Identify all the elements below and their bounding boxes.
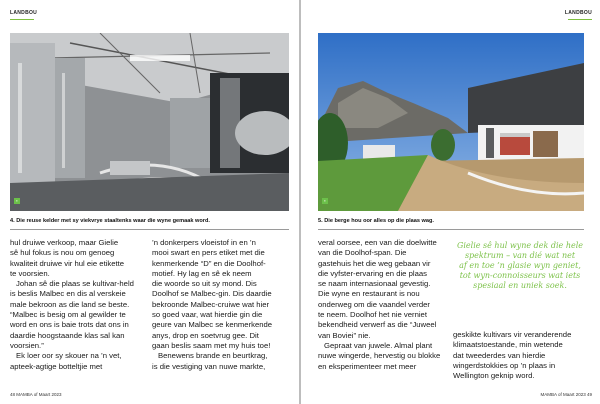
text-line: Doolhof se Malbec-gin. Dis daardie [152, 289, 272, 299]
text-line: en eksperimenteer met meer [318, 361, 417, 371]
text-line: Die wyne en restaurant is nou [318, 289, 420, 299]
text-line: male bekroon as die land se beste. [10, 299, 130, 309]
folio-right: MAMBA of Maart 2023 49 [540, 392, 592, 397]
text-line: gastehuis het die weg gebaan vir [318, 258, 431, 268]
text-line: Benewens brande en beurtkrag, [158, 351, 268, 361]
text-line: onderweg om die vaandel verder [318, 299, 430, 309]
pull-quote-line: Gielie sê hul wyne dek die hele [456, 241, 584, 250]
right-page [301, 0, 600, 404]
section-tag-bar-left [10, 19, 34, 20]
text-line: apteek-agtige botteltjie met [10, 361, 103, 371]
text-line: sê hul fokus is nou om genoeg [10, 248, 115, 258]
text-line: nuwe wingerde, hervestig ou blokke [318, 351, 441, 361]
right-column-1 [318, 238, 440, 372]
text-line: Wellington geknip word. [453, 371, 535, 381]
text-line: mooi swart en pers etiket met die [152, 248, 265, 258]
text-line: Gepraat van juwele. Almal plant [324, 340, 433, 350]
text-line: ’n donkerpers vloeistof in en ’n [152, 238, 256, 247]
caption-4: 4. Die reuse kelder met sy viekvrye staaltenks waar die wyne gemaak word. [10, 218, 210, 224]
text-line: gaan beslis saam met my huis toe! [152, 340, 271, 350]
mountain-farm-photo [318, 33, 584, 211]
pull-quote-line: tot wyn-connoisseurs wat iets [459, 271, 581, 280]
wine-cellar-photo [10, 33, 289, 211]
text-line: voorsien.” [10, 340, 44, 350]
text-line: bekroonde Malbec-cruiwe wat hier [152, 299, 270, 309]
pull-quote-line: spesiaal en uniek soek. [473, 281, 567, 290]
text-line: se naam internasionaal gevestig. [318, 279, 431, 289]
pull-quote-line: spektrum – van dié wat net [464, 251, 576, 260]
folio-left: 48 MAMBA of Maart 2023 [10, 392, 62, 397]
text-line: bekendheid verwerf as die “Juweel [318, 320, 437, 330]
text-line: te neem. Doolhof het nie verniet [318, 310, 427, 320]
text-line: motief. Hy lag en sê ek neem [152, 268, 252, 278]
text-line: is die vestiging van nuwe markte, [152, 361, 266, 371]
pull-quote [453, 241, 587, 291]
text-line: veral oorsee, een van die doelwitte [318, 238, 437, 247]
left-page [0, 0, 299, 404]
text-line: die woorde so uit sy mond. Dis [152, 279, 257, 289]
text-line: die vyfster-ervaring en die plaas [318, 268, 427, 278]
text-line: te voorsien. [10, 268, 50, 278]
caption-rule-right [318, 229, 584, 230]
text-line: Ek loer oor sy skouer na ’n vet, [16, 351, 122, 361]
text-line: kwaliteit druiwe vir hul eie etikette [10, 258, 125, 268]
text-line: van die Doolhof-span. Die [318, 248, 407, 258]
section-tag-bar-right [568, 19, 592, 20]
text-line: wingerdstokkies op ’n plaas in [453, 360, 556, 370]
photo-marker-icon: ▪ [322, 198, 328, 204]
text-line: dat tweederdes van hierdie [453, 350, 546, 360]
left-column-1 [10, 238, 134, 372]
pull-quote-line: af en toe ’n glasie wyn geniet, [459, 261, 581, 270]
text-line: geure van Malbec se kenmerkende [152, 320, 273, 330]
section-tag-left: LANDBOU [10, 10, 38, 16]
text-line: van Boviei” nie. [318, 330, 371, 340]
text-line: geskikte kultivars vir veranderende [453, 330, 572, 339]
text-line: klimaatstoestande, min wetende [453, 340, 563, 350]
caption-5: 5. Die berge hou oor alles op die plaas wag. [318, 218, 434, 224]
photo-marker-icon: ▪ [14, 198, 20, 204]
text-line: Johan sê die plaas se kultivar-held [16, 279, 134, 289]
text-line: word en ons is baie trots dat ons in [10, 320, 129, 330]
text-line: daardie hoogstaande klas sal kan [10, 330, 125, 340]
text-line: anys, drop en soetvrug gee. Dit [152, 330, 259, 340]
text-line: kenmerkende “D” en die Doolhof- [152, 258, 266, 268]
right-column-2 [453, 330, 571, 381]
left-column-2 [152, 238, 272, 372]
section-tag-right: LANDBOU [564, 10, 592, 16]
text-line: hul druiwe verkoop, maar Gielie [10, 238, 119, 247]
text-line: so goed vaar, wat hierdie gin die [152, 310, 263, 320]
text-line: is beslis Malbec en dis al verskeie [10, 289, 126, 299]
text-line: “Malbec is besig om al gewilder te [10, 310, 126, 320]
caption-rule-left [10, 229, 289, 230]
